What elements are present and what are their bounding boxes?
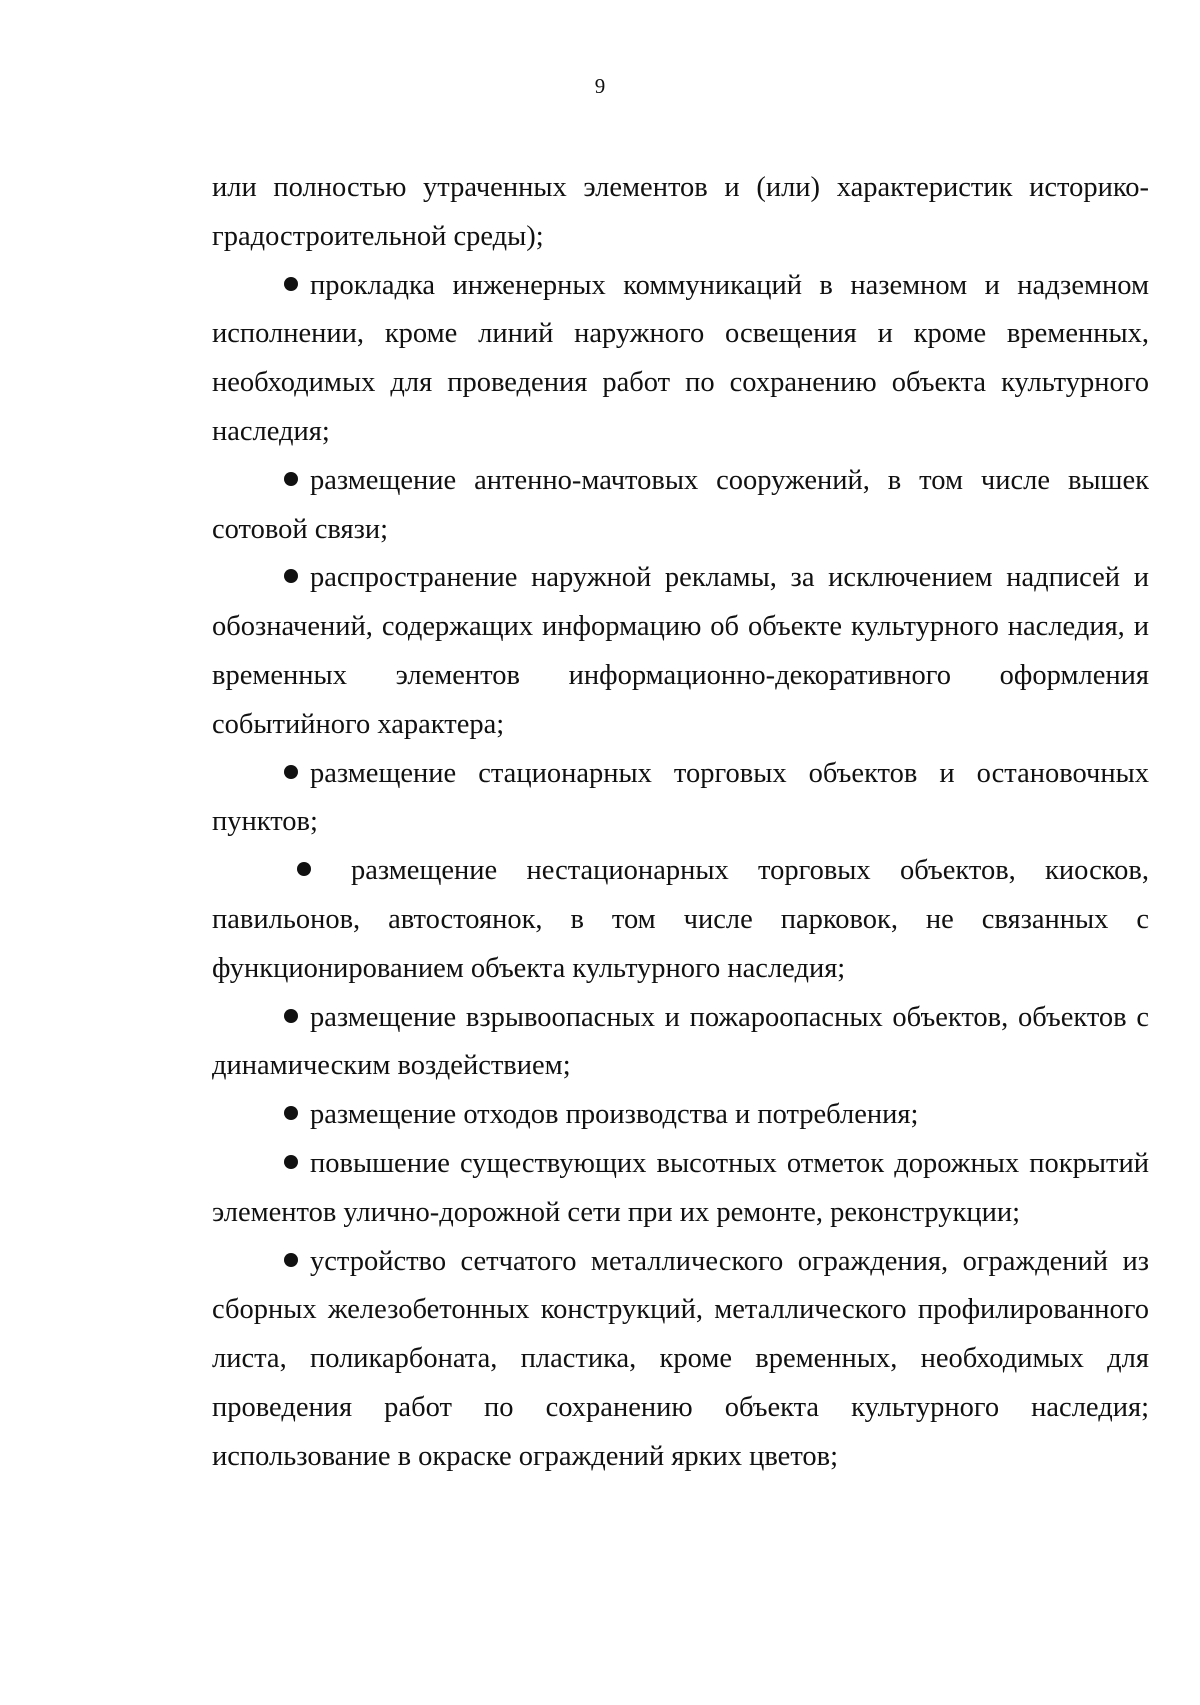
list-item-text: прокладка инженерных коммуникаций в наземном и надземном исполнении, кроме линий наружного освещения и кроме временных, необходимых для проведения работ по сохранению объекта культурного наследия;: [212, 269, 1149, 447]
bullet-icon: [297, 862, 311, 876]
list-item-text: размещение нестационарных торговых объектов, киосков, павильонов, автостоянок, в том числе парковок, не связанных с функционированием объекта культурного наследия;: [212, 855, 1149, 984]
list-item-hazardous-objects: [212, 994, 1149, 1092]
list-item-fencing: [212, 1238, 1149, 1482]
list-item-text: размещение стационарных торговых объектов и остановочных пунктов;: [212, 757, 1149, 838]
list-item-road-surface: [212, 1140, 1149, 1238]
paragraph-continuation: или полностью утраченных элементов и (или) характеристик историко-градостроительной среды);: [212, 172, 1149, 252]
list-item-text: устройство сетчатого металлического ограждения, ограждений из сборных железобетонных конструкций, металлического профилированного листа, поликарбоната, пластика, кроме временных, необходимых для проведения работ по сохранению объекта культурного наследия; использование в окраске ограждений ярких цветов;: [212, 1245, 1149, 1472]
list-item-nonstationary-objects: [212, 847, 1149, 993]
bullet-icon: [284, 569, 298, 583]
bullet-icon: [284, 1106, 298, 1120]
list-item-advertising: [212, 554, 1149, 749]
list-item-antenna: [212, 457, 1149, 555]
list-item-text: повышение существующих высотных отметок дорожных покрытий элементов улично-дорожной сети при их ремонте, реконструкции;: [212, 1147, 1149, 1228]
list-item-text: размещение взрывоопасных и пожароопасных объектов, объектов с динамическим воздействием;: [212, 1001, 1149, 1082]
page-number: 9: [594, 74, 606, 98]
list-item-text: распространение наружной рекламы, за исключением надписей и обозначений, содержащих информацию об объекте культурного наследия, и временных элементов информационно-декоративного оформления событийного характера;: [212, 562, 1149, 740]
list-item-stationary-objects: [212, 750, 1149, 848]
list-item-text: размещение отходов производства и потребления;: [310, 1099, 919, 1131]
document-body: [212, 164, 1149, 1482]
bullet-icon: [284, 277, 298, 291]
list-item-communications: [212, 262, 1149, 457]
bullet-icon: [284, 765, 298, 779]
list-item-text: размещение антенно-мачтовых сооружений, в том числе вышек сотовой связи;: [212, 464, 1149, 545]
bullet-icon: [284, 1253, 298, 1267]
bullet-icon: [284, 1155, 298, 1169]
list-item-waste: [212, 1091, 1149, 1140]
bullet-icon: [284, 1009, 298, 1023]
bullet-icon: [284, 472, 298, 486]
